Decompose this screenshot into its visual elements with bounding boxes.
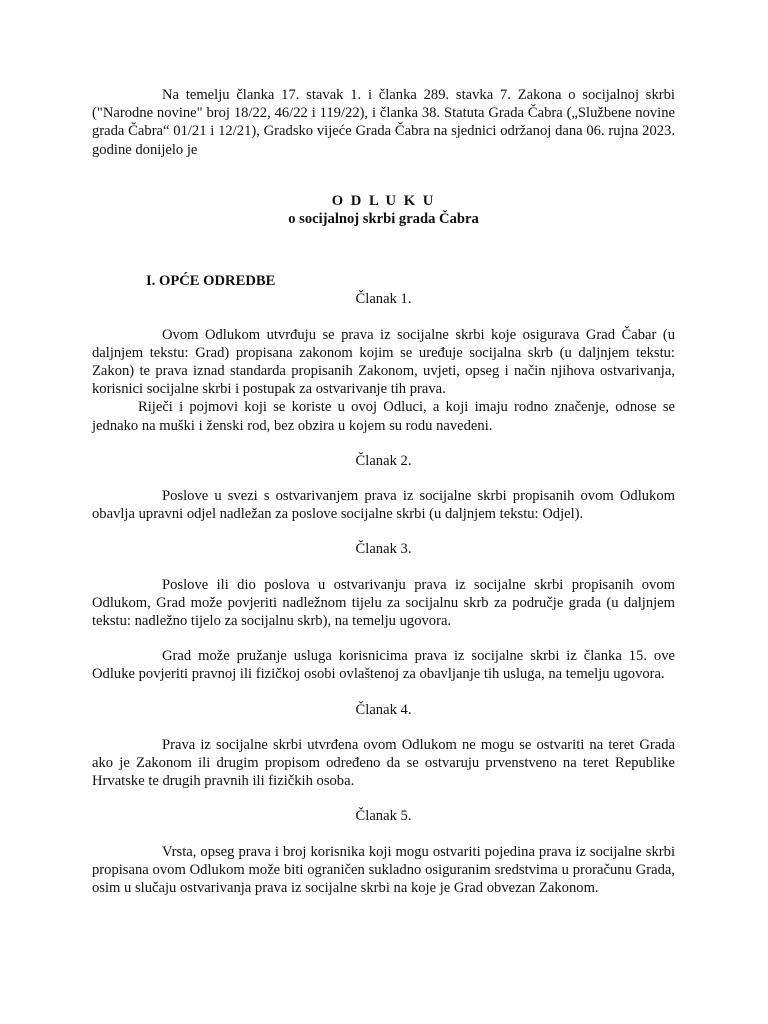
preamble: Na temelju članka 17. stavak 1. i članka 289. stavka 7. Zakona o socijalnoj skrbi ("Narodne novine" broj 18/22, 46/22 i 119/22), i članka 38. Statuta Grada Čabra („Službene novine grada Čabra“ 01/21 i 12/21), Gradsko vijeće Grada Čabra na sjednici održanoj dana 06. rujna 2023. godine donijelo je [92, 87, 675, 158]
article-3-paragraph-2: Grad može pružanje usluga korisnicima prava iz socijalne skrbi iz članka 15. ove Odluke povjeriti pravnoj ili fizičkoj osobi ovlaštenoj za obavljanje tih usluga, na temelju ugovora. [92, 648, 675, 683]
article-5-heading: Članak 5. [355, 808, 412, 825]
article-2-heading: Članak 2. [355, 452, 412, 469]
article-1-paragraph-2: Riječi i pojmovi koji se koriste u ovoj Odluci, a koji imaju rodno značenje, odnose se jednako na muški i ženski rod, bez obzira u kojem su rodu navedeni. [92, 399, 675, 434]
article-4-paragraph-1: Prava iz socijalne skrbi utvrđena ovom Odlukom ne mogu se ostvariti na teret Grada ako je Zakonom ili drugim propisom određeno da se ostvaruju prvenstveno na teret Republike Hrvatske te drugih pravnih ili fizičkih osoba. [92, 736, 675, 790]
article-1-paragraph-1: Ovom Odlukom utvrđuju se prava iz socijalne skrbi koje osigurava Grad Čabar (u daljnjem tekstu: Grad) propisana zakonom kojim se uređuje socijalna skrb (u daljnjem tekstu: Zakon) te prava iznad standarda propisanih Zakonom, uvjeti, opseg i način njihova ostvarivanja, korisnici socijalne skrbi i postupak za ostvarivanje tih prava. [92, 326, 675, 398]
article-3-paragraph-1: Poslove ili dio poslova u ostvarivanju prava iz socijalne skrbi propisanih ovom Odlukom, Grad može povjeriti nadležnom tijelu za socijalnu skrb za područje grada (u daljnjem tekstu: nadležno tijelo za socijalnu skrb), na temelju ugovora. [92, 576, 675, 630]
document-subtitle: o socijalnoj skrbi grada Čabra [288, 211, 479, 228]
document-page [92, 86, 675, 897]
section-heading: I. OPĆE ODREDBE [146, 273, 276, 290]
article-5-paragraph-1: Vrsta, opseg prava i broj korisnika koji mogu ostvariti pojedina prava iz socijalne skrbi propisana ovom Odlukom može biti ograničen sukladno osiguranim sredstvima u proračunu Grada, osim u slučaju ostvarivanja prava iz socijalne skrbi na koje je Grad obvezan Zakonom. [92, 843, 675, 897]
article-2-paragraph-1: Poslove u svezi s ostvarivanjem prava iz socijalne skrbi propisanih ovom Odlukom obavlja upravni odjel nadležan za poslove socijalne skrbi (u daljnjem tekstu: Odjel). [92, 488, 675, 523]
article-3-heading: Članak 3. [355, 541, 412, 558]
article-4-heading: Članak 4. [355, 701, 412, 718]
document-title: O D L U K U [331, 192, 436, 209]
article-1-heading: Članak 1. [355, 291, 412, 308]
